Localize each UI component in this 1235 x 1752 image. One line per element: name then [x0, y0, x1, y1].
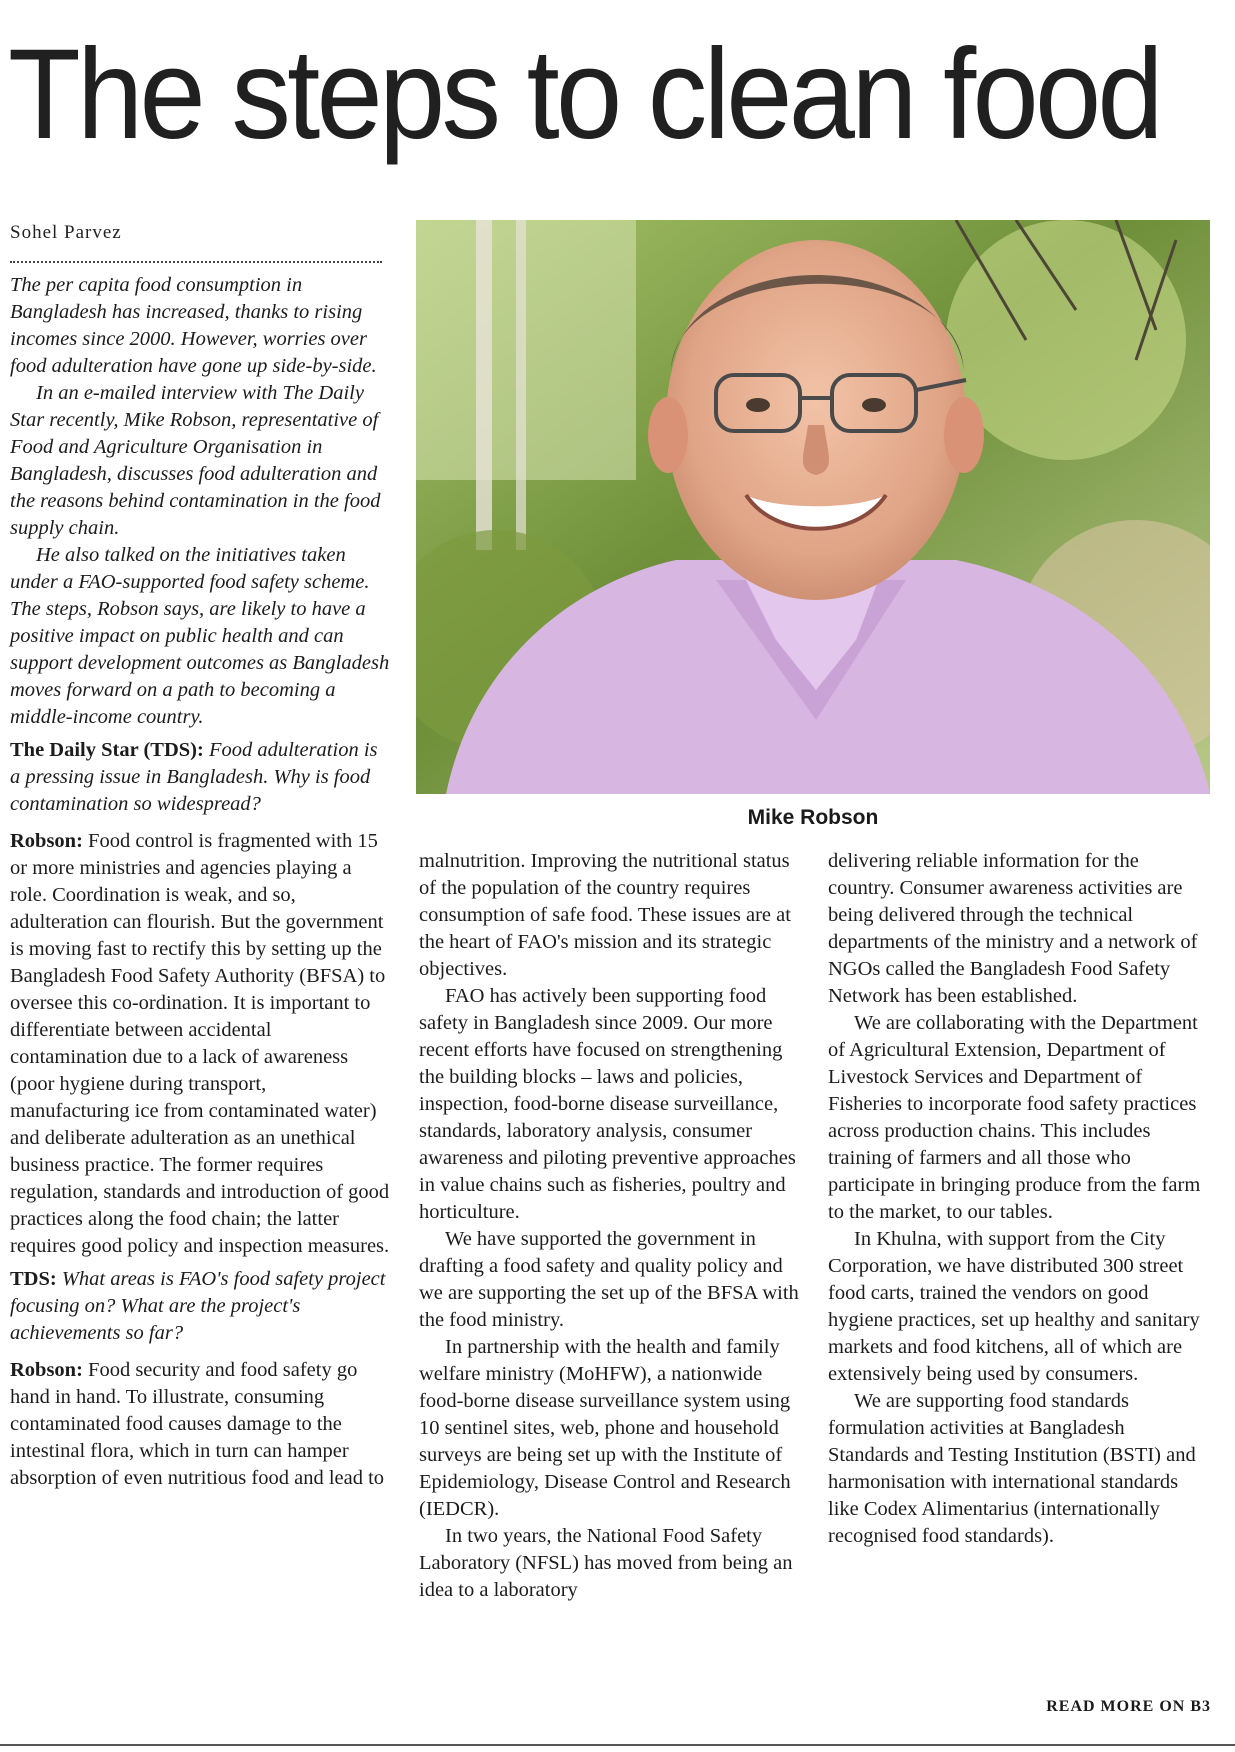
answer-2	[10, 1357, 390, 1492]
question-2	[10, 1266, 390, 1347]
body-paragraph: We have supported the government in drafting a food safety and quality policy and we are supporting the set up of the BFSA with the food ministry.	[419, 1228, 799, 1331]
body-paragraph: delivering reliable information for the country. Consumer awareness activities are being delivered through the technical departments of the ministry and a network of NGOs called the Bangladesh Food Safety Network has been established.	[828, 850, 1198, 1007]
answer-text: Food control is fragmented with 15 or more ministries and agencies playing a role. Coordination is weak, and so, adulteration can flourish. But the government is moving fast to rectify this by setting up the Bangladesh Food Safety Authority (BFSA) to oversee this co-ordination. It is important to differentiate between accidental contamination due to a lack of awareness (poor hygiene during transport, manufacturing ice from contaminated water) and deliberate adulteration as an unethical business practice. The former requires regulation, standards and introduction of good practices along the food chain; the latter requires good policy and inspection measures.	[10, 830, 390, 1257]
body-paragraph: We are collaborating with the Department of Agricultural Extension, Department of Livestock Services and Department of Fisheries to incorporate food safety practices across production chains. This includes training of farmers and all those who participate in bringing produce from the farm to the market, to our tables.	[828, 1012, 1201, 1223]
body-paragraph: We are supporting food standards formulation activities at Bangladesh Standards and Testing Institution (BSTI) and harmonisation with international standards like Codex Alimentarius (internationally recognised food standards).	[828, 1390, 1196, 1547]
intro-paragraph: The per capita food consumption in Bangladesh has increased, thanks to rising incomes since 2000. However, worries over food adulteration have gone up side-by-side.	[10, 274, 377, 377]
column-3	[828, 848, 1210, 1550]
byline: Sohel Parvez	[10, 222, 122, 243]
portrait-illustration	[416, 220, 1210, 794]
read-more-link[interactable]: READ MORE ON B3	[1046, 1698, 1211, 1715]
answer-speaker: Robson:	[10, 830, 83, 852]
body-paragraph: In Khulna, with support from the City Corporation, we have distributed 300 street food carts, trained the vendors on good hygiene practices, set up healthy and sanitary markets and food kitchens, all of which are extensively being used by consumers.	[828, 1228, 1200, 1385]
byline-divider	[10, 261, 382, 263]
answer-text: Food security and food safety go hand in hand. To illustrate, consuming contaminated food causes damage to the intestinal flora, which in turn can hamper absorption of even nutritious food and lead to	[10, 1359, 385, 1489]
intro-paragraph: He also talked on the initiatives taken under a FAO-supported food safety scheme. The steps, Robson says, are likely to have a positive impact on public health and can support development outcomes as Bangladesh moves forward on a path to becoming a middle-income country.	[10, 544, 390, 728]
portrait-photo	[416, 220, 1210, 794]
question-text: Food adulteration is a pressing issue in Bangladesh. Why is food contamination so widespread?	[10, 739, 378, 815]
question-1	[10, 737, 390, 818]
page-bottom-rule	[0, 1744, 1235, 1746]
answer-speaker: Robson:	[10, 1359, 83, 1381]
body-paragraph: In two years, the National Food Safety Laboratory (NFSL) has moved from being an idea to a laboratory	[419, 1525, 793, 1601]
intro-paragraph: In an e-mailed interview with The Daily Star recently, Mike Robson, representative of Food and Agriculture Organisation in Bangladesh, discusses food adulteration and the reasons behind contamination in the food supply chain.	[10, 382, 381, 539]
body-paragraph: In partnership with the health and family welfare ministry (MoHFW), a nationwide food-borne disease surveillance system using 10 sentinel sites, web, phone and household surveys are being set up with the Institute of Epidemiology, Disease Control and Research (IEDCR).	[419, 1336, 791, 1520]
column-1	[10, 272, 390, 1492]
column-2	[419, 848, 800, 1604]
headline: The steps to clean food	[8, 23, 1160, 166]
body-paragraph: malnutrition. Improving the nutritional status of the population of the country requires consumption of safe food. These issues are at the heart of FAO's mission and its strategic objectives.	[419, 850, 791, 980]
question-speaker: The Daily Star (TDS):	[10, 739, 204, 761]
photo-caption: Mike Robson	[747, 806, 879, 829]
body-paragraph: FAO has actively been supporting food safety in Bangladesh since 2009. Our more recent efforts have focused on strengthening the building blocks – laws and policies, inspection, food-borne disease surveillance, standards, laboratory analysis, consumer awareness and piloting preventive approaches in value chains such as fisheries, poultry and horticulture.	[419, 985, 796, 1223]
answer-1	[10, 828, 390, 1260]
question-speaker: TDS:	[10, 1268, 57, 1290]
question-text: What areas is FAO's food safety project focusing on? What are the project's achievements so far?	[10, 1268, 386, 1344]
